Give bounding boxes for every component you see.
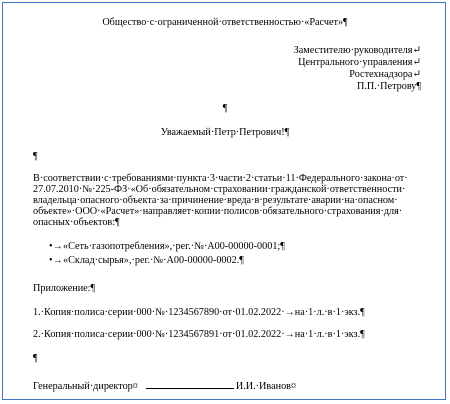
addressee-line-1: Заместителю·руководителя↵ bbox=[293, 45, 421, 56]
empty-paragraph-mark: ¶ bbox=[33, 151, 38, 162]
body-line-4: объекте»·ООО·«Расчет»·направляет·копии·полисов·обязательного·страхования·для· bbox=[33, 206, 403, 217]
appendix-item-1: 1.·Копия·полиса·серии·000·№·1234567890·от·01.02.2022·→на·1·л.·в·1·экз.¶ bbox=[33, 307, 365, 318]
body-line-5: опасных·объектов:¶ bbox=[33, 217, 120, 228]
signature-blank bbox=[146, 379, 234, 389]
bullet-icon: •→ bbox=[49, 255, 63, 266]
list-item-text: «Склад·сырья»,·рег.·№·А00-00000-0002.¶ bbox=[63, 255, 244, 266]
body-line-1: В·соответствии·с·требованиями·пункта·3·части·2·статьи·11·Федерального·закона·от· bbox=[33, 173, 408, 184]
body-line-2: 27.07.2010·№·225-ФЗ·«Об·обязательном·страховании·гражданской·ответственности· bbox=[33, 184, 406, 195]
empty-paragraph-mark: ¶ bbox=[222, 103, 228, 114]
addressee-line-3: Ростехнадзора↵ bbox=[349, 69, 421, 80]
addressee-line-2: Центрального·управления↵ bbox=[298, 57, 421, 68]
list-item bbox=[49, 255, 244, 267]
appendix-title: Приложение:¶ bbox=[33, 283, 96, 294]
list-item-text: «Сеть·газопотребления»,·рег.·№·А00-00000-0001;¶ bbox=[63, 241, 285, 252]
greeting: Уважаемый·Петр·Петрович!¶ bbox=[160, 127, 290, 138]
signature-name: И.И.·Иванов¤ bbox=[235, 381, 297, 392]
document-page bbox=[2, 2, 446, 400]
signature-position: Генеральный·директор¤ bbox=[33, 381, 138, 392]
appendix-item-2: 2.·Копия·полиса·серии·000·№·1234567891·от·01.02.2022·→на·1·л.·в·1·экз.¶ bbox=[33, 329, 365, 340]
body-line-3: владельца·опасного·объекта·за·причинение·вреда·в·результате·аварии·на·опасном· bbox=[33, 195, 398, 206]
bullet-icon: •→ bbox=[49, 241, 63, 252]
list-item bbox=[49, 241, 285, 253]
empty-paragraph-mark: ¶ bbox=[33, 353, 38, 364]
addressee-line-4: П.П.·Петрову¶ bbox=[356, 81, 421, 92]
signature-line bbox=[33, 379, 296, 393]
company-name: Общество·с·ограниченной·ответственностью·«Расчет»¶ bbox=[102, 17, 348, 28]
